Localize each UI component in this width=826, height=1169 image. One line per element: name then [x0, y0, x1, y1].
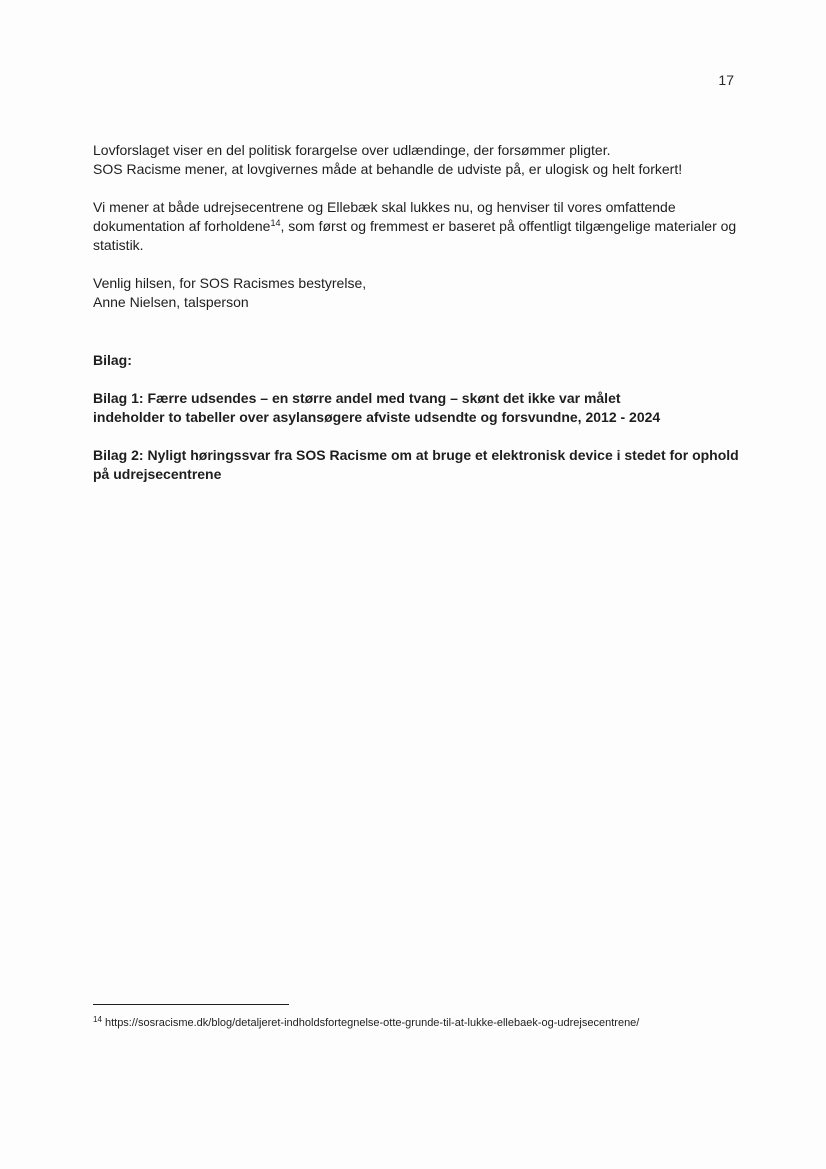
attachments-heading: Bilag:: [93, 352, 132, 368]
footnote-separator: [93, 1004, 289, 1005]
closing-greeting: Venlig hilsen, for SOS Racismes bestyrelse,: [93, 275, 367, 291]
letter-body: [93, 141, 743, 484]
paragraph-1-line-2: SOS Racisme mener, at lovgivernes måde at behandle de udviste på, er ulogisk og helt forkert!: [93, 161, 683, 177]
attachment-1-description: indeholder to tabeller over asylansøgere afviste udsendte og forsvundne, 2012 - 2024: [93, 409, 661, 425]
paragraph-2-text-end: , som først og fremmest er baseret på offentligt tilgængelige materialer og statistik.: [93, 218, 737, 253]
attachment-1-title: Bilag 1: Færre udsendes – en større andel med tvang – skønt det ikke var målet: [93, 390, 621, 406]
footnote-reference: 14: [270, 218, 281, 228]
footnote: [93, 1016, 753, 1030]
attachment-2: Bilag 2: Nyligt høringssvar fra SOS Racisme om at bruge et elektronisk device i stedet for ophold på udrejsecentrene: [93, 447, 739, 482]
paragraph-2: [93, 198, 743, 255]
paragraph-1-line-1: Lovforslaget viser en del politisk forargelse over udlændinge, der forsømmer pligter.: [93, 142, 611, 158]
paragraph-2-text-start: Vi mener at både udrejsecentrene og Ellebæk skal lukkes nu, og henviser til vores omfattende dokumentation af forholdene: [93, 199, 676, 234]
signature-name: Anne Nielsen, talsperson: [93, 294, 249, 310]
attachment-1: [93, 389, 743, 427]
page-number: 17: [718, 72, 734, 88]
footnote-marker: 14: [93, 1015, 102, 1024]
paragraph-1: [93, 141, 743, 179]
closing: [93, 274, 743, 312]
footnote-link[interactable]: https://sosracisme.dk/blog/detaljeret-indholdsfortegnelse-otte-grunde-til-at-lukke-ellebaek-og-udrejsecentrene/: [101, 1017, 640, 1029]
